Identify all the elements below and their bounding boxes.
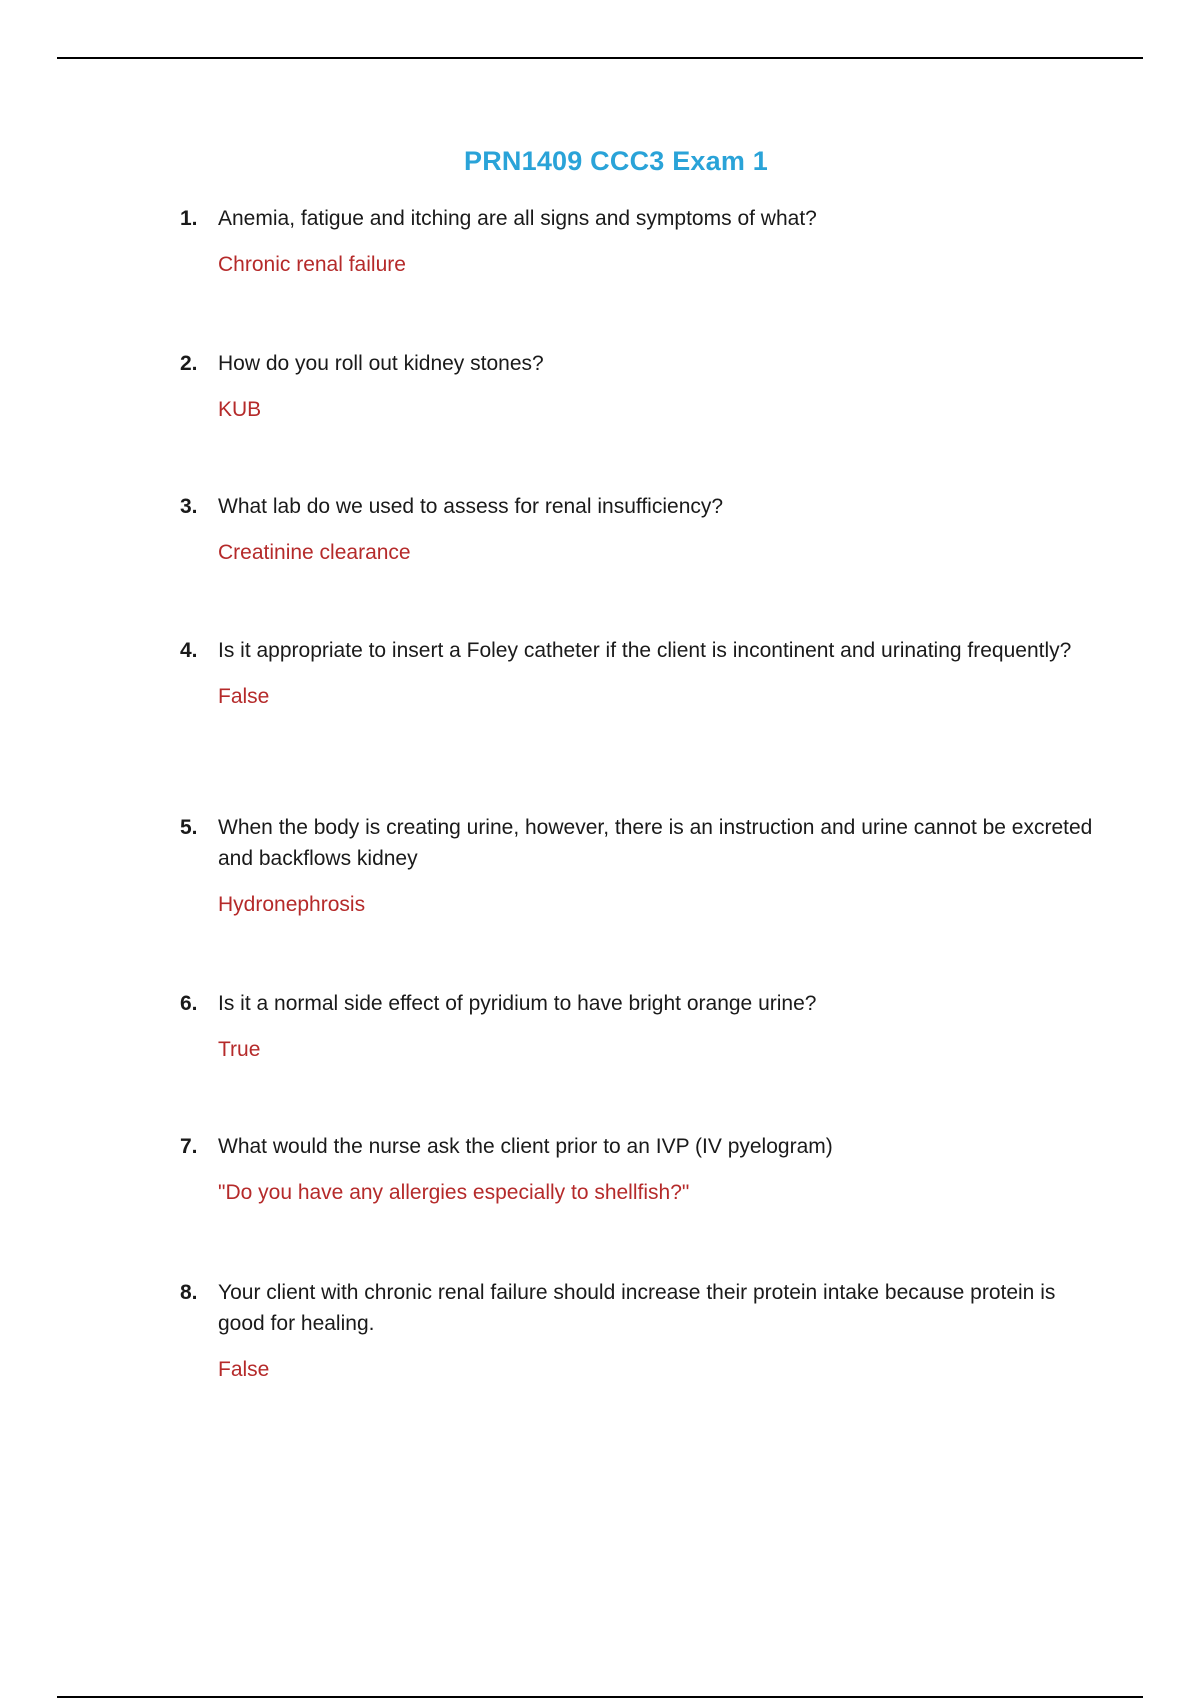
question-row [180,1277,1100,1339]
footer-rule [57,1696,1143,1698]
question-item-6 [180,988,1100,1064]
question-text: Is it a normal side effect of pyridium to have bright orange urine? [218,992,817,1015]
answer-text: False [218,685,270,708]
question-number: 7. [180,1135,198,1158]
question-text: Anemia, fatigue and itching are all signs and symptoms of what? [218,207,817,230]
question-text: What would the nurse ask the client prior to an IVP (IV pyelogram) [218,1135,833,1158]
question-number: 2. [180,352,198,375]
question-item-5 [180,812,1100,919]
question-item-7 [180,1131,1100,1207]
question-item-1 [180,203,1100,279]
question-number: 5. [180,816,198,839]
answer-text: False [218,1358,270,1381]
question-row [180,812,1100,874]
question-item-8 [180,1277,1100,1384]
question-number: 8. [180,1281,198,1304]
question-item-4 [180,635,1100,711]
question-row [180,348,1100,379]
question-number: 3. [180,495,198,518]
document-title: PRN1409 CCC3 Exam 1 [464,146,768,176]
answer-text: KUB [218,398,262,421]
question-row [180,1131,1100,1162]
question-text: Is it appropriate to insert a Foley catheter if the client is incontinent and urinating frequently? [218,639,1072,662]
answer-text: Chronic renal failure [218,253,406,276]
question-text: When the body is creating urine, however, there is an instruction and urine cannot be excreted and backflows kidney [218,816,1093,870]
question-text: Your client with chronic renal failure should increase their protein intake because protein is good for healing. [218,1281,1056,1335]
header-rule [57,57,1143,59]
question-row [180,635,1100,666]
question-number: 1. [180,207,198,230]
answer-text: Hydronephrosis [218,893,366,916]
question-text: How do you roll out kidney stones? [218,352,544,375]
question-item-3 [180,491,1100,567]
question-row [180,203,1100,234]
answer-text: Creatinine clearance [218,541,411,564]
question-text: What lab do we used to assess for renal insufficiency? [218,495,724,518]
question-item-2 [180,348,1100,424]
question-number: 4. [180,639,198,662]
question-row [180,491,1100,522]
question-number: 6. [180,992,198,1015]
question-row [180,988,1100,1019]
answer-text: True [218,1038,261,1061]
answer-text: "Do you have any allergies especially to shellfish?" [218,1181,690,1204]
